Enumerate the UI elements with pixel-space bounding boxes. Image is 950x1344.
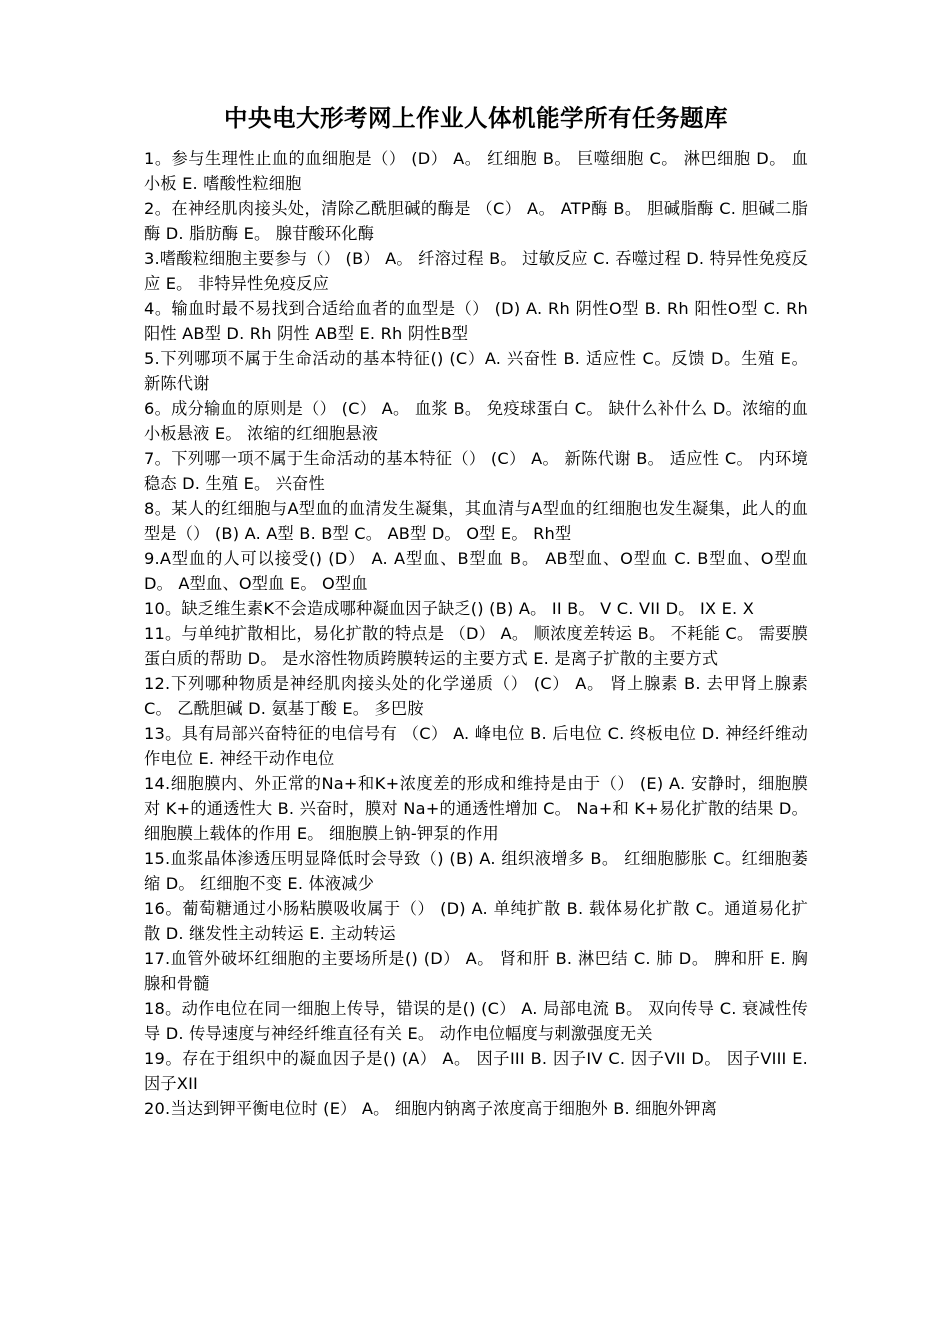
question-item: 6。成分输血的原则是（） (C） A。 血浆 B。 免疫球蛋白 C。 缺什么补什么 D。浓缩的血小板悬液 E。 浓缩的红细胞悬液: [144, 399, 808, 443]
question-list: [144, 146, 808, 1121]
question-item: 3.嗜酸粒细胞主要参与（） (B） A。 纤溶过程 B。 过敏反应 C. 吞噬过程 D. 特异性免疫反应 E。 非特异性免疫反应: [144, 249, 808, 293]
question-item: 13。具有局部兴奋特征的电信号有 （C） A. 峰电位 B. 后电位 C. 终板电位 D. 神经纤维动作电位 E. 神经干动作电位: [144, 724, 808, 768]
question-item: 9.A型血的人可以接受() (D） A. A型血、B型血 B。 AB型血、O型血 C. B型血、O型血 D。 A型血、O型血 E。 O型血: [144, 549, 808, 593]
question-item: 18。动作电位在同一细胞上传导，错误的是() (C） A. 局部电流 B。 双向传导 C. 衰减性传导 D. 传导速度与神经纤维直径有关 E。 动作电位幅度与刺激强度无关: [144, 999, 808, 1043]
question-item: 5.下列哪项不属于生命活动的基本特征() (C）A. 兴奋性 B. 适应性 C。反馈 D。生殖 E。 新陈代谢: [144, 349, 808, 393]
question-item: 12.下列哪种物质是神经肌肉接头处的化学递质（） (C） A。 肾上腺素 B. 去甲肾上腺素 C。 乙酰胆碱 D. 氨基丁酸 E。 多巴胺: [144, 674, 808, 718]
question-item: 19。存在于组织中的凝血因子是() (A） A。 因子III B. 因子IV C. 因子VII D。 因子VIII E. 因子XII: [144, 1049, 808, 1093]
question-item: 16。葡萄糖通过小肠粘膜吸收属于（） (D) A. 单纯扩散 B. 载体易化扩散 C。通道易化扩散 D. 继发性主动转运 E. 主动转运: [144, 899, 808, 943]
question-item: 11。与单纯扩散相比，易化扩散的特点是 （D） A。 顺浓度差转运 B。 不耗能 C。 需要膜蛋白质的帮助 D。 是水溶性物质跨膜转运的主要方式 E. 是离子扩散的主要方式: [144, 624, 808, 668]
question-item: 20.当达到钾平衡电位时 (E） A。 细胞内钠离子浓度高于细胞外 B. 细胞外钾离: [144, 1099, 718, 1118]
question-item: 1。参与生理性止血的血细胞是（） (D） A。 红细胞 B。 巨噬细胞 C。 淋巴细胞 D。 血小板 E. 嗜酸性粒细胞: [144, 149, 808, 193]
question-item: 10。缺乏维生素K不会造成哪种凝血因子缺乏() (B) A。 II B。 V C. VII D。 IX E. X: [144, 599, 754, 618]
question-item: 8。某人的红细胞与A型血的血清发生凝集，其血清与A型血的红细胞也发生凝集，此人的血型是（） (B) A. A型 B. B型 C。 AB型 D。 O型 E。 Rh型: [144, 499, 808, 543]
question-item: 4。输血时最不易找到合适给血者的血型是（） (D) A. Rh 阴性O型 B. Rh 阳性O型 C. Rh 阳性 AB型 D. Rh 阴性 AB型 E. Rh 阴性B型: [144, 299, 808, 343]
question-item: 14.细胞膜内、外正常的Na+和K+浓度差的形成和维持是由于（） (E) A. 安静时，细胞膜对 K+的通透性大 B. 兴奋时，膜对 Na+的通透性增加 C。 Na+和 K+易化扩散的结果 D。 细胞膜上载体的作用 E。 细胞膜上钠-钾泵的作用: [144, 774, 808, 843]
question-item: 15.血浆晶体渗透压明显降低时会导致（) (B) A. 组织液增多 B。 红细胞膨胀 C。红细胞萎缩 D。 红细胞不变 E. 体液减少: [144, 849, 808, 893]
document-page: [144, 100, 808, 1121]
document-title: 中央电大形考网上作业人体机能学所有任务题库: [224, 104, 728, 132]
question-item: 7。下列哪一项不属于生命活动的基本特征（） (C） A。 新陈代谢 B。 适应性 C。 内环境稳态 D. 生殖 E。 兴奋性: [144, 449, 808, 493]
question-item: 17.血管外破坏红细胞的主要场所是() (D） A。 肾和肝 B. 淋巴结 C. 肺 D。 脾和肝 E. 胸腺和骨髓: [144, 949, 808, 993]
question-item: 2。在神经肌肉接头处，清除乙酰胆碱的酶是 （C） A。 ATP酶 B。 胆碱脂酶 C. 胆碱二脂酶 D. 脂肪酶 E。 腺苷酸环化酶: [144, 199, 808, 243]
